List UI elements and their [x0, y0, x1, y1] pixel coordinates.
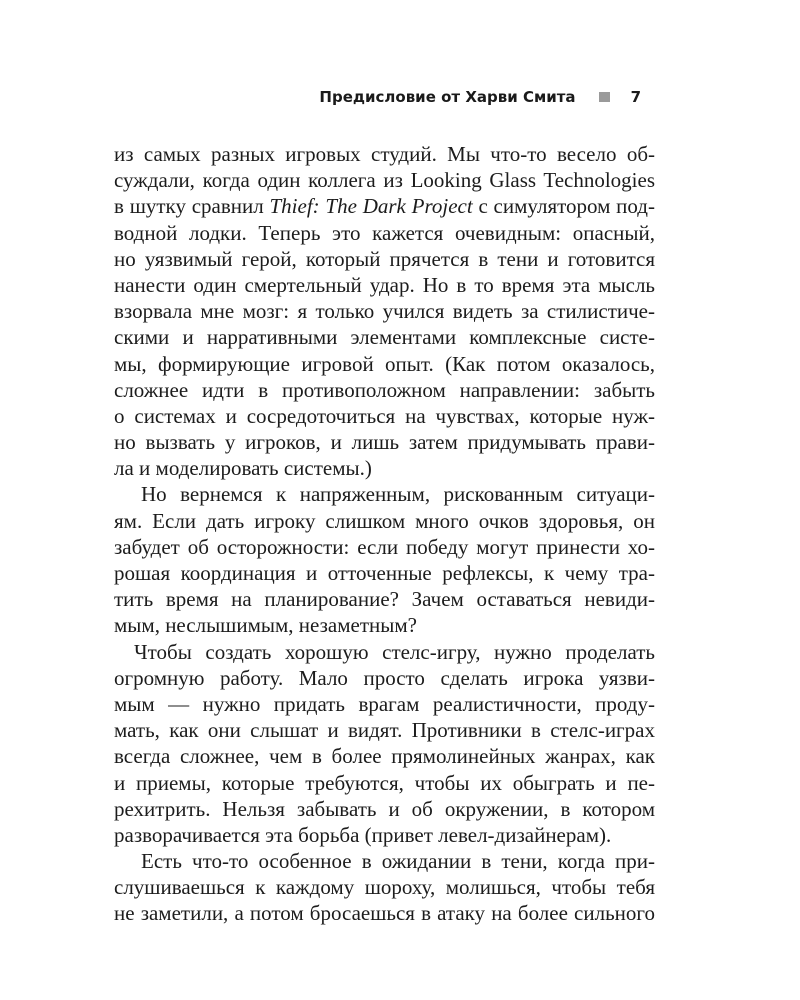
italic-game-title: Thief: The Dark Project [269, 194, 473, 219]
text-line: в шутку сравнил Thief: The Dark Project с симулятором под- [114, 194, 655, 219]
text-line: тить время на планирование? Зачем оставаться невиди- [114, 587, 655, 612]
paragraph-start-line: Чтобы создать хорошую стелс-игру, нужно проделать [134, 639, 655, 664]
text-line: ла и моделировать системы.) [114, 456, 372, 481]
text-line: водной лодки. Теперь это кажется очевидным: опасный, [114, 220, 655, 245]
square-bullet-icon [599, 92, 610, 102]
text-line: взорвала мне мозг: я только учился видеть за стилистиче- [114, 299, 655, 324]
text-line: слушиваешься к каждому шороху, молишься, чтобы тебя [114, 875, 655, 900]
running-head [319, 88, 641, 106]
text-line: мым — нужно придать врагам реалистичности, проду- [114, 691, 655, 716]
text-line: ям. Если дать игроку слишком много очков здоровья, он [114, 508, 655, 533]
text-line: не заметили, а потом бросаешься в атаку на более сильного [114, 901, 655, 926]
text-line: скими и нарративными элементами комплексные систе- [114, 325, 655, 350]
text-line: забудет об осторожности: если победу могут принести хо- [114, 534, 655, 559]
text-line: огромную работу. Мало просто сделать игрока уязви- [114, 665, 655, 690]
text-line: всегда сложнее, чем в более прямолинейных жанрах, как [114, 744, 655, 769]
text-line: рехитрить. Нельзя забывать и об окружении, в котором [114, 796, 655, 821]
text-line: мы, формирующие игровой опыт. (Как потом оказалось, [114, 351, 655, 376]
text-line: сложнее идти в противоположном направлении: забыть [114, 377, 655, 402]
page-number: 7 [630, 88, 641, 106]
text-line: но вызвать у игроков, и лишь затем придумывать прави- [114, 430, 655, 455]
paragraph-start-line: Но вернемся к напряженным, рискованным ситуаци- [141, 482, 655, 507]
running-head-title: Предисловие от Харви Смита [319, 88, 576, 106]
paragraph-start-line: Есть что-то особенное в ожидании в тени, когда при- [141, 849, 655, 874]
text-line: нанести один смертельный удар. Но в то время эта мысль [114, 272, 655, 297]
text-line: рошая координация и отточенные рефлексы, к чему тра- [114, 561, 655, 585]
text-line: мать, как они слышат и видят. Противники в стелс-играх [114, 718, 655, 743]
text-line: но уязвимый герой, который прячется в тени и готовится [114, 246, 655, 271]
body-text [114, 141, 655, 927]
text-line: из самых разных игровых студий. Мы что-то весело об- [114, 142, 655, 166]
text-line: о системах и сосредоточиться на чувствах, которые нуж- [114, 403, 655, 428]
text-line: мым, неслышимым, незаметным? [114, 613, 417, 638]
text-line: суждали, когда один коллега из Looking Glass Technologies [114, 168, 655, 193]
text-line: разворачивается эта борьба (привет левел-дизайнерам). [114, 822, 612, 847]
text-line: и приемы, которые требуются, чтобы их обыграть и пе- [114, 770, 655, 795]
